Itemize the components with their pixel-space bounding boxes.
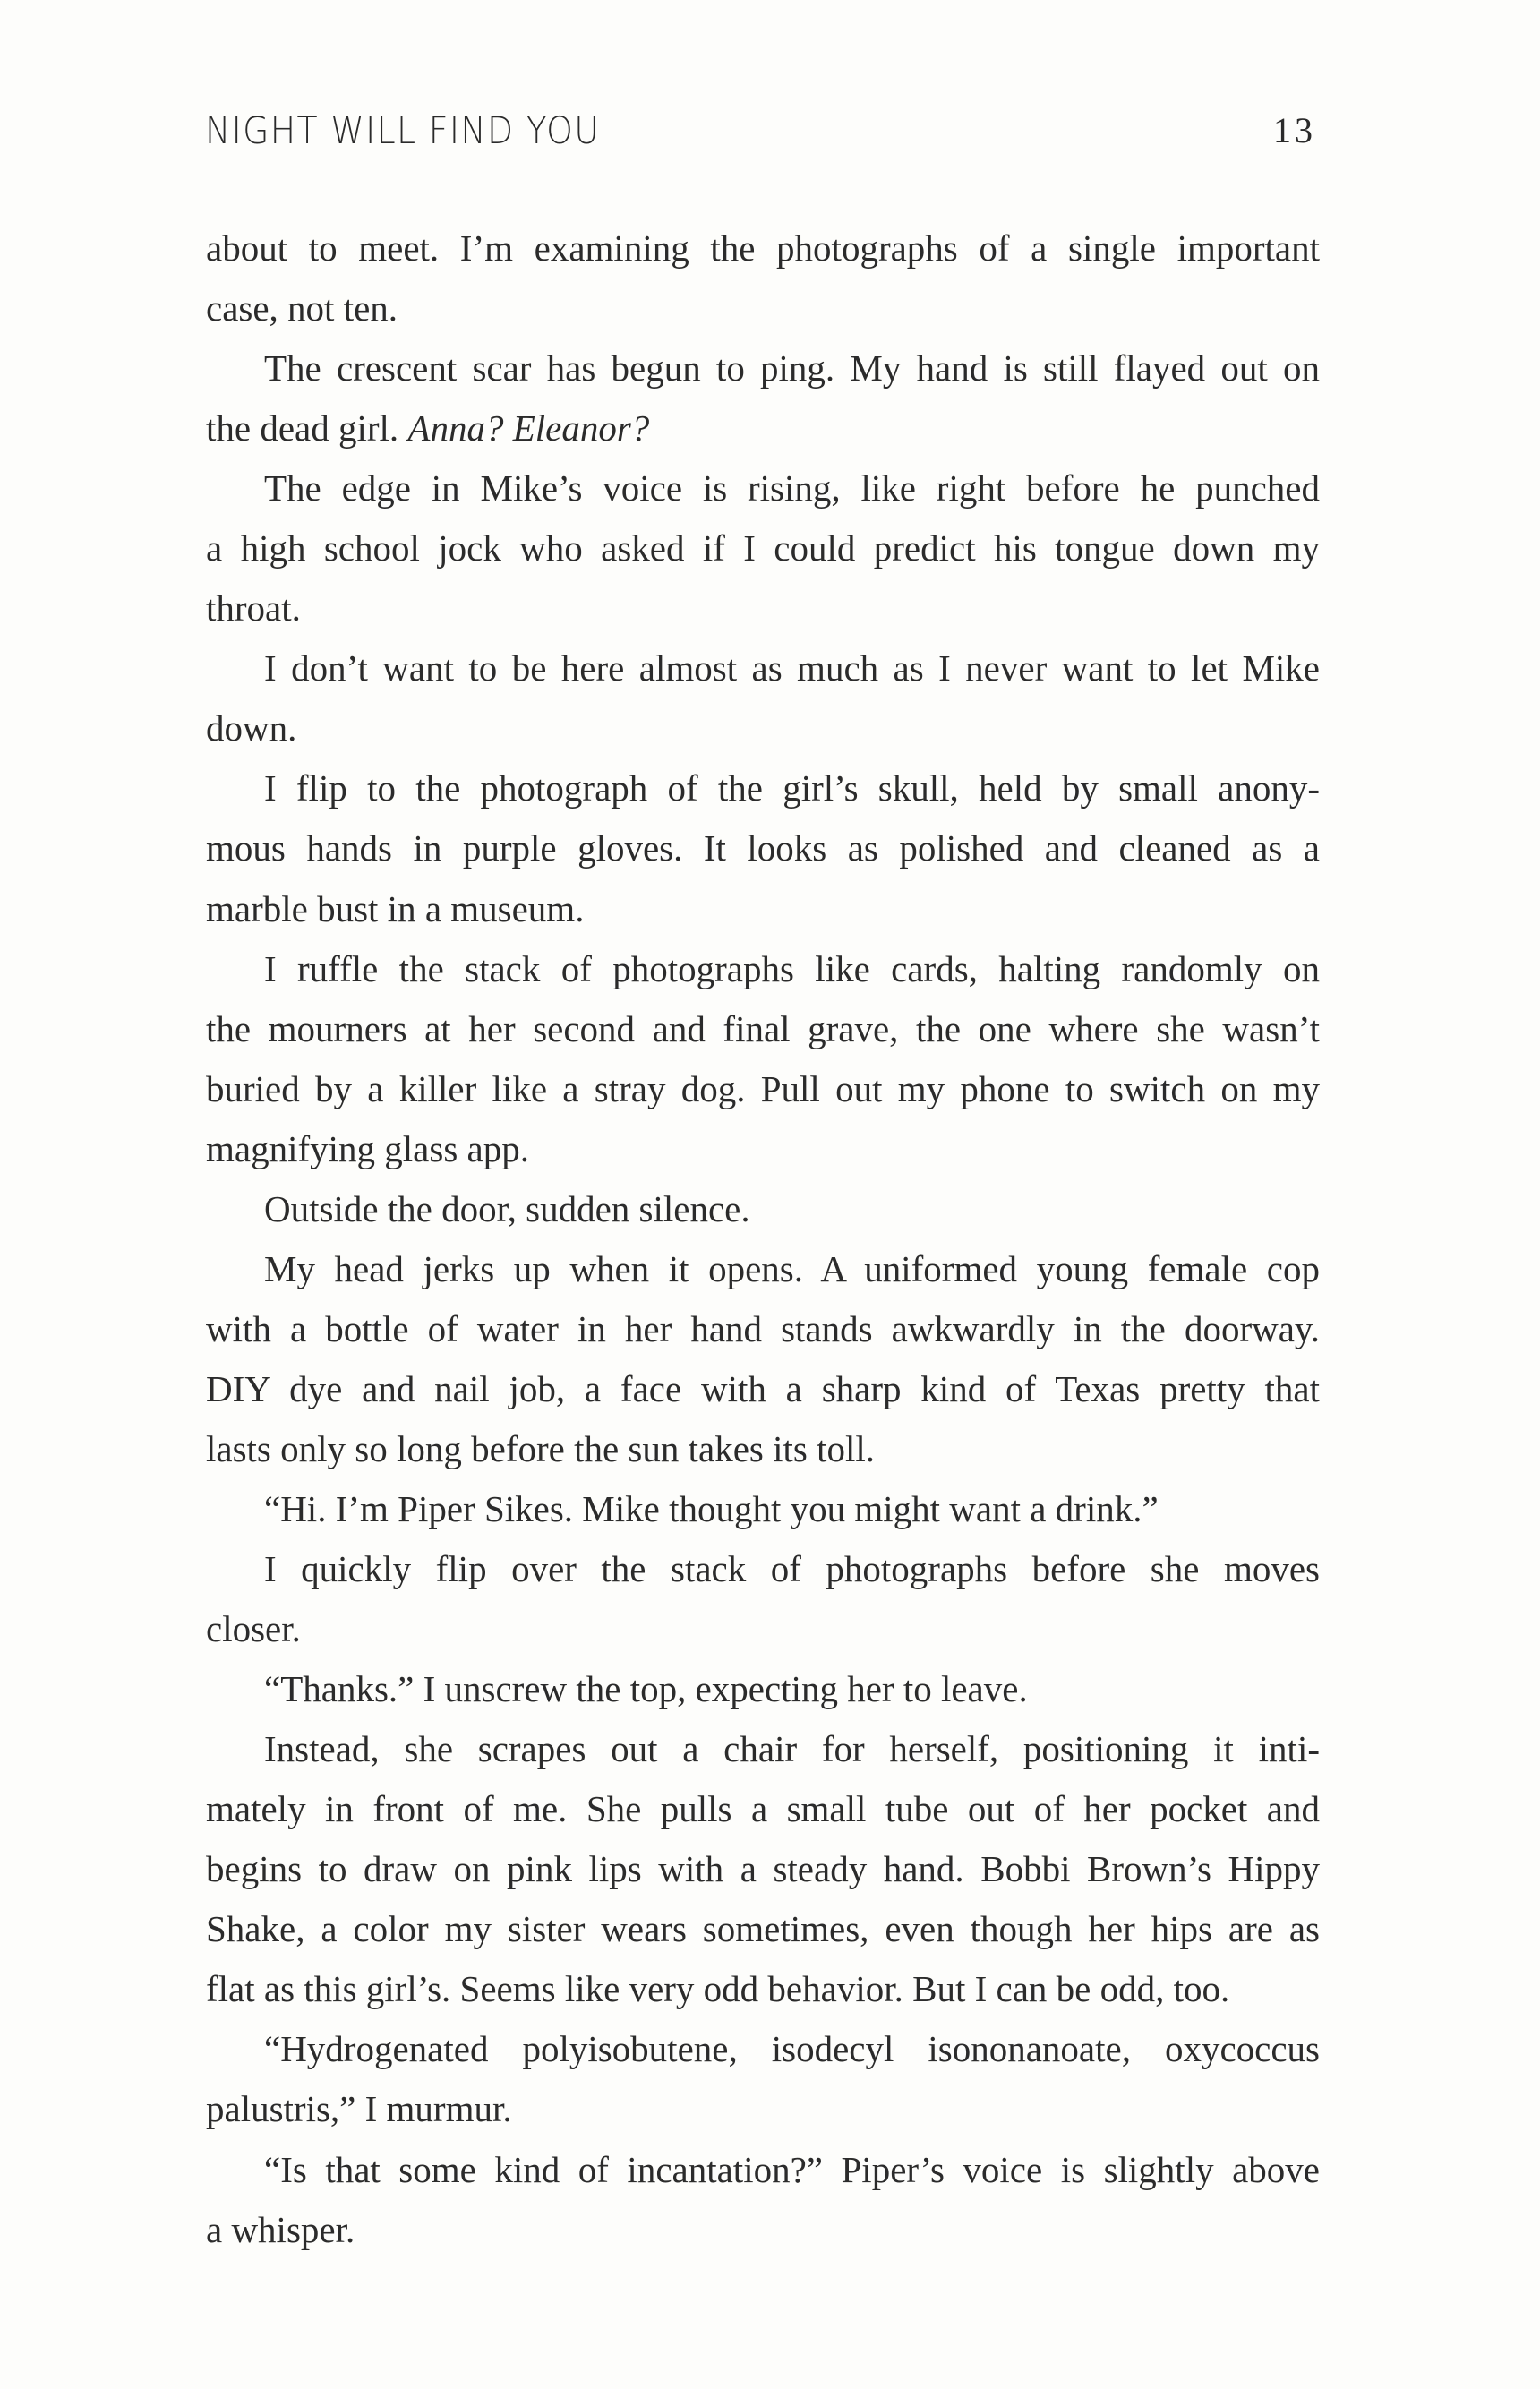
text-line [206, 1959, 1320, 2019]
line-text: throat. [206, 587, 301, 629]
line-text: palustris,” I murmur. [206, 2088, 512, 2130]
text-line [206, 1299, 1320, 1359]
line-text: lasts only so long before the sun takes its toll. [206, 1427, 876, 1469]
line-text: “Hi. I’m Piper Sikes. Mike thought you might want a drink.” [264, 1487, 1159, 1529]
line-text: “Is that some kind of incantation?” Piper’s voice is slightly above [264, 2148, 1320, 2190]
text-line [206, 218, 1320, 278]
text-line [206, 1179, 1320, 1239]
text-line [206, 2200, 1320, 2260]
text-line [206, 638, 1320, 698]
line-text: I quickly flip over the stack of photographs before she moves [264, 1548, 1320, 1590]
line-text: I flip to the photograph of the girl’s skull, held by small anony- [264, 767, 1320, 809]
page-number: 13 [1273, 110, 1316, 150]
text-line [206, 278, 1320, 338]
text-line [206, 518, 1320, 578]
line-text: the dead girl. [206, 407, 408, 450]
line-text: about to meet. I’m examining the photographs of a single important [206, 227, 1320, 269]
line-text: mous hands in purple gloves. It looks as polished and cleaned as a [206, 827, 1320, 869]
line-text: case, not ten. [206, 287, 398, 330]
line-text: with a bottle of water in her hand stands awkwardly in the doorway. [206, 1307, 1320, 1349]
text-line [206, 818, 1320, 878]
line-text: Shake, a color my sister wears sometimes, even though her hips are as [206, 1908, 1320, 1950]
line-text: flat as this girl’s. Seems like very odd behavior. But I can be odd, too. [206, 1968, 1230, 2010]
line-text: closer. [206, 1608, 301, 1650]
line-text: mately in front of me. She pulls a small tube out of her pocket and [206, 1788, 1320, 1830]
line-text: “Hydrogenated polyisobutene, isodecyl isononanoate, oxycoccus [264, 2028, 1320, 2070]
running-head-title: NIGHT WILL FIND YOU [205, 108, 601, 152]
text-line [206, 939, 1320, 999]
line-text: “Thanks.” I unscrew the top, expecting her to leave. [264, 1668, 1028, 1710]
line-text: Outside the door, sudden silence. [264, 1187, 750, 1229]
text-line [206, 1059, 1320, 1119]
text-line [206, 2079, 1320, 2139]
text-line [206, 758, 1320, 818]
line-text: down. [206, 707, 297, 749]
text-line [206, 1839, 1320, 1899]
line-text: The crescent scar has begun to ping. My hand is still flayed out on [264, 347, 1320, 390]
text-line [206, 2019, 1320, 2079]
line-text: magnifying glass app. [206, 1127, 529, 1169]
text-line [206, 1659, 1320, 1719]
text-line [206, 1719, 1320, 1779]
text-line [206, 1419, 1320, 1479]
text-line [206, 879, 1320, 939]
line-text: I ruffle the stack of photographs like cards, halting randomly on [264, 947, 1320, 989]
text-line [206, 338, 1320, 398]
line-text: begins to draw on pink lips with a steady hand. Bobbi Brown’s Hippy [206, 1848, 1320, 1890]
line-text: DIY dye and nail job, a face with a sharp kind of Texas pretty that [206, 1367, 1320, 1409]
line-text: a whisper. [206, 2208, 355, 2250]
text-line [206, 1479, 1320, 1539]
text-line [206, 1239, 1320, 1299]
line-text: I don’t want to be here almost as much as I never want to let Mike [264, 647, 1320, 689]
text-line [206, 1119, 1320, 1179]
text-line [206, 578, 1320, 638]
line-text: buried by a killer like a stray dog. Pull out my phone to switch on my [206, 1067, 1320, 1109]
text-line [206, 1779, 1320, 1839]
line-text: My head jerks up when it opens. A uniformed young female cop [264, 1247, 1320, 1289]
text-line [206, 458, 1320, 518]
line-text: Instead, she scrapes out a chair for herself, positioning it inti- [264, 1728, 1320, 1770]
body-text [206, 218, 1320, 2260]
text-line [206, 1599, 1320, 1659]
italic-names: Anna? Eleanor? [407, 407, 650, 450]
text-line [206, 1359, 1320, 1419]
text-line [206, 2140, 1320, 2200]
text-line [206, 398, 1320, 458]
text-line [206, 999, 1320, 1059]
line-text: the mourners at her second and final grave, the one where she wasn’t [206, 1007, 1320, 1049]
text-line [206, 1539, 1320, 1599]
text-line [206, 698, 1320, 758]
line-text: The edge in Mike’s voice is rising, like right before he punched [264, 467, 1320, 509]
line-text: marble bust in a museum. [206, 887, 585, 929]
text-line [206, 1899, 1320, 1959]
line-text: a high school jock who asked if I could predict his tongue down my [206, 527, 1320, 569]
